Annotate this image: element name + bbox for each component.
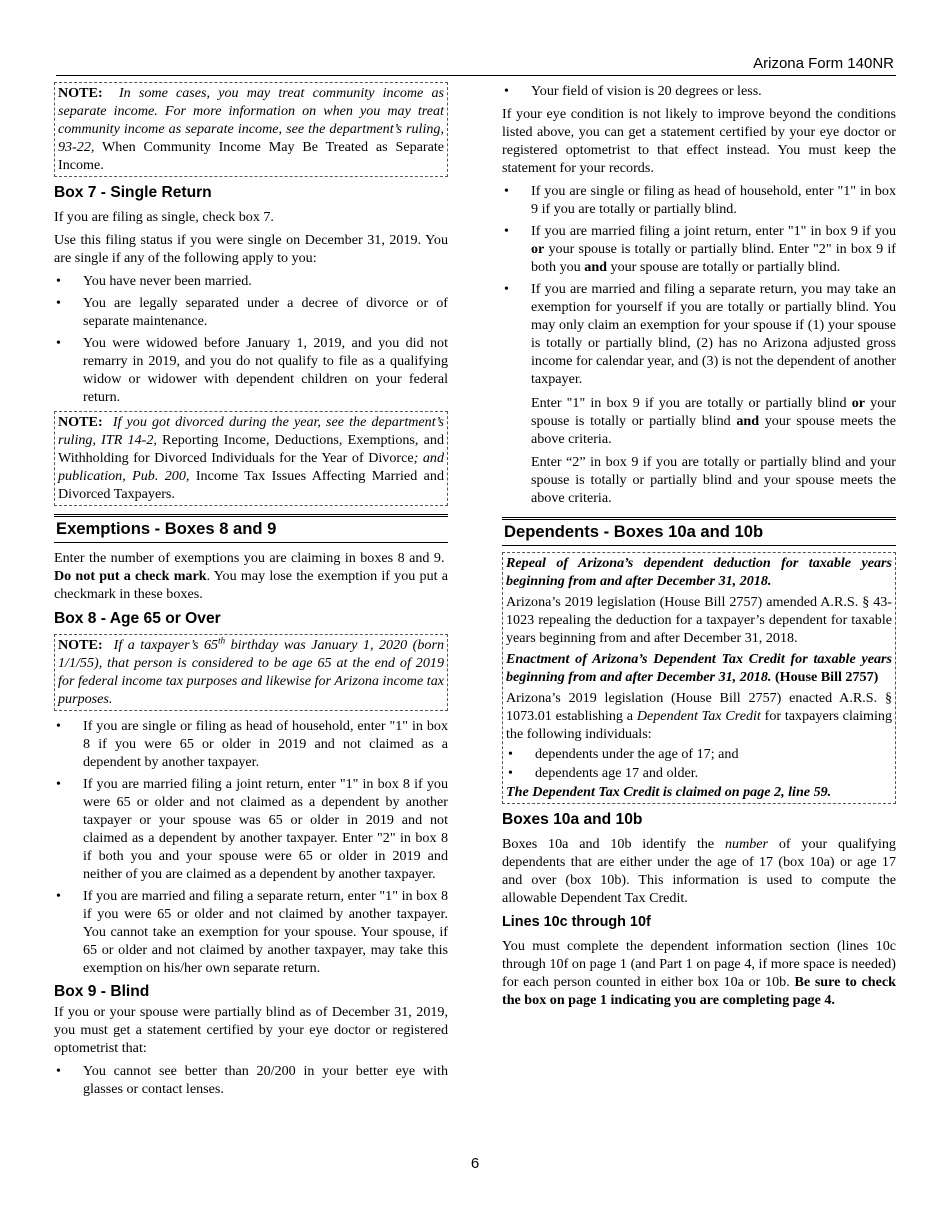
note-text: Reporting Income, Deductions, Exemptions, and Withholding for Divorced Individuals for the Year of Divorce bbox=[58, 432, 444, 466]
note-italic-text: If you got divorced during the year, see the department’s ruling, ITR 14-2, bbox=[58, 414, 444, 448]
note-text: Arizona’s 2019 legislation (House Bill 2757) amended A.R.S. § 43-1023 repealing the deduction for a taxpayer’s dependent for taxable years beginning from and after December 31, 2018. bbox=[506, 594, 892, 646]
bullet-icon: • bbox=[56, 273, 61, 289]
left-column bbox=[54, 82, 448, 1103]
page-number: 6 bbox=[470, 1155, 480, 1172]
list-item: • You cannot see better than 20/200 in your better eye with glasses or contact lenses. bbox=[56, 1063, 448, 1097]
note-text: The Dependent Tax Credit is claimed on page 2, line 59. bbox=[506, 784, 832, 800]
list-item: • dependents age 17 and older. bbox=[508, 765, 699, 781]
note-label: NOTE: bbox=[58, 637, 103, 653]
note-text: When Community Income May Be Treated as Separate Income. bbox=[58, 139, 444, 173]
note-label: NOTE: bbox=[58, 414, 103, 430]
list-item: • If you are married and filing a separate return, you may take an exemption for yourself if you are totally or partially blind. You may only claim an exemption for your spouse if (1) your spouse is totally or partially blind, (2) has no Arizona adjusted gross income for calendar year, and (3) is not the dependent of another taxpayer. bbox=[504, 281, 896, 387]
list-item: • You have never been married. bbox=[56, 273, 252, 289]
box8-heading: Box 8 - Age 65 or Over bbox=[54, 610, 221, 627]
note-italic-text: In some cases, you may treat community income as separate income. For more information on when you may treat community income as separate income, see the department’s ruling, 93-22, bbox=[58, 85, 444, 155]
enter-1-paragraph: Enter "1" in box 9 if you are totally or partially blind or your spouse is totally or partially blind and your spouse meets the above criteria. bbox=[531, 395, 896, 447]
bullet-icon: • bbox=[508, 746, 513, 762]
bullet-icon: • bbox=[508, 765, 513, 781]
list-item: • If you are single or filing as head of household, enter "1" in box 8 if you were 65 or older in 2019 and not claimed as a dependent by another taxpayer. bbox=[56, 718, 448, 770]
bullet-icon: • bbox=[504, 83, 509, 99]
dependent-credit-note: Repeal of Arizona’s dependent deduction for taxable years beginning from and after December 31, 2018. Arizona’s 2019 legislation (House Bill 2757) amended A.R.S. § 43-1023 repealing the deduction for a taxpayer’s dependent for taxable years beginning from and after December 31, 2018. Enactment of Arizona’s Dependent Tax Credit for taxable years beginning from and after December 31, 2018. (House Bill 2757) Arizona’s 2019 legislation (House Bill 2757) enacted A.R.S. § 1073.01 establishing a Dependent Tax Credit for taxpayers claiming the following individuals: • dependents under the age of 17; and • dependents age 17 and older. The Dependent Tax Credit is claimed on page 2, line 59. bbox=[502, 552, 896, 804]
enter-2-paragraph: Enter “2” in box 9 if you are totally or partially blind and your spouse is totally or partially blind and your spouse meets the above criteria. bbox=[531, 454, 896, 506]
list-item: • If you are married and filing a separate return, enter "1" in box 8 if you were 65 or older and not claimed by another taxpayer. You cannot take an exemption for your spouse. Your spouse, if 65 or older and not claimed by another taxpayer, may take this exemption on his/her own separate return. bbox=[56, 888, 448, 976]
box9-paragraph: If you or your spouse were partially blind as of December 31, 2019, you must get a statement certified by your eye doctor or registered optometrist that: bbox=[54, 1004, 448, 1056]
list-item: • If you are married filing a joint return, enter "1" in box 8 if you were 65 or older and not claimed as a dependent by another taxpayer or your spouse was 65 or older in 2019 and not claimed as a dependent by another taxpayer. Enter "2" in box 8 if both you and your spouse were 65 or older in 2019 and neither of you are claimed as a dependent by another taxpayer. bbox=[56, 776, 448, 882]
exemptions-paragraph: Enter the number of exemptions you are claiming in boxes 8 and 9. Do not put a check mark. You may lose the exemption if you put a checkmark in these boxes. bbox=[54, 550, 448, 602]
box7-heading: Box 7 - Single Return bbox=[54, 184, 212, 201]
single-criteria-list bbox=[54, 272, 448, 406]
note-age-65: NOTE: If a taxpayer’s 65th birthday was January 1, 2020 (born 1/1/55), that person is considered to be age 65 at the end of 2019 for federal income tax purposes and likewise for Arizona income tax purposes. bbox=[54, 634, 448, 711]
right-column bbox=[502, 82, 896, 1014]
note-label: NOTE: bbox=[58, 85, 103, 101]
note-heading: Repeal of Arizona’s dependent deduction for taxable years beginning from and after December 31, 2018. bbox=[506, 555, 892, 589]
lines-10-paragraph: You must complete the dependent information section (lines 10c through 10f on page 1 (and Part 1 on page 4, if more space is needed) for each person counted in either box 10a or 10b. Be sure to check the box on page 1 indicating you are completing page 4. bbox=[502, 938, 896, 1008]
bullet-icon: • bbox=[56, 295, 61, 311]
bullet-icon: • bbox=[56, 776, 61, 792]
list-item: • Your field of vision is 20 degrees or less. bbox=[504, 83, 762, 99]
boxes-10-heading: Boxes 10a and 10b bbox=[502, 811, 643, 828]
boxes-10-paragraph: Boxes 10a and 10b identify the number of your qualifying dependents that are either under the age of 17 (box 10a) or age 17 and over (box 10b). This information is used to compute the allowable Dependent Tax Credit. bbox=[502, 836, 896, 906]
dependents-heading: Dependents - Boxes 10a and 10b bbox=[502, 517, 896, 546]
box7-paragraph: If you are filing as single, check box 7. bbox=[54, 209, 274, 225]
bullet-icon: • bbox=[56, 888, 61, 904]
note-italic-text: ; and publication, Pub. 200, bbox=[58, 450, 445, 484]
lines-10-heading: Lines 10c through 10f bbox=[502, 914, 651, 930]
list-item: • If you are married filing a joint return, enter "1" in box 9 if you or your spouse is totally or partially blind. Enter "2" in box 9 if both you and your spouse are totally or partially blind. bbox=[504, 223, 896, 275]
form-title: Arizona Form 140NR bbox=[753, 55, 894, 72]
list-item: • If you are single or filing as head of household, enter "1" in box 9 if you are totally or partially blind. bbox=[504, 183, 896, 217]
bullet-icon: • bbox=[56, 718, 61, 734]
list-item: • dependents under the age of 17; and bbox=[508, 746, 739, 762]
bullet-icon: • bbox=[504, 183, 509, 199]
note-community-income bbox=[54, 82, 448, 177]
blind-list bbox=[502, 182, 896, 388]
box9-list bbox=[54, 1062, 448, 1098]
bullet-icon: • bbox=[504, 223, 509, 239]
bullet-icon: • bbox=[504, 281, 509, 297]
field-of-vision-list bbox=[502, 82, 896, 100]
box7-paragraph: Use this filing status if you were single on December 31, 2019. You are single if any of the following apply to you: bbox=[54, 232, 448, 266]
list-item: • You are legally separated under a decree of divorce or of separate maintenance. bbox=[56, 295, 448, 329]
eye-condition-paragraph: If your eye condition is not likely to improve beyond the conditions listed above, you can get a statement certified by your eye doctor or registered optometrist to that effect instead. You must keep the statement for your records. bbox=[502, 106, 896, 176]
box8-list bbox=[54, 717, 448, 977]
dependent-types-list bbox=[506, 745, 892, 782]
list-item: • You were widowed before January 1, 2019, and you did not remarry in 2019, and you do not qualify to file as a qualifying widow or widower with dependent children on your federal return. bbox=[56, 335, 448, 405]
bullet-icon: • bbox=[56, 1063, 61, 1079]
header-rule bbox=[56, 75, 896, 76]
note-divorce bbox=[54, 411, 448, 506]
note-text: Income Tax Issues Affecting Married and Divorced Taxpayers. bbox=[58, 468, 444, 502]
exemptions-heading: Exemptions - Boxes 8 and 9 bbox=[54, 514, 448, 543]
box9-heading: Box 9 - Blind bbox=[54, 983, 150, 1000]
bullet-icon: • bbox=[56, 335, 61, 351]
